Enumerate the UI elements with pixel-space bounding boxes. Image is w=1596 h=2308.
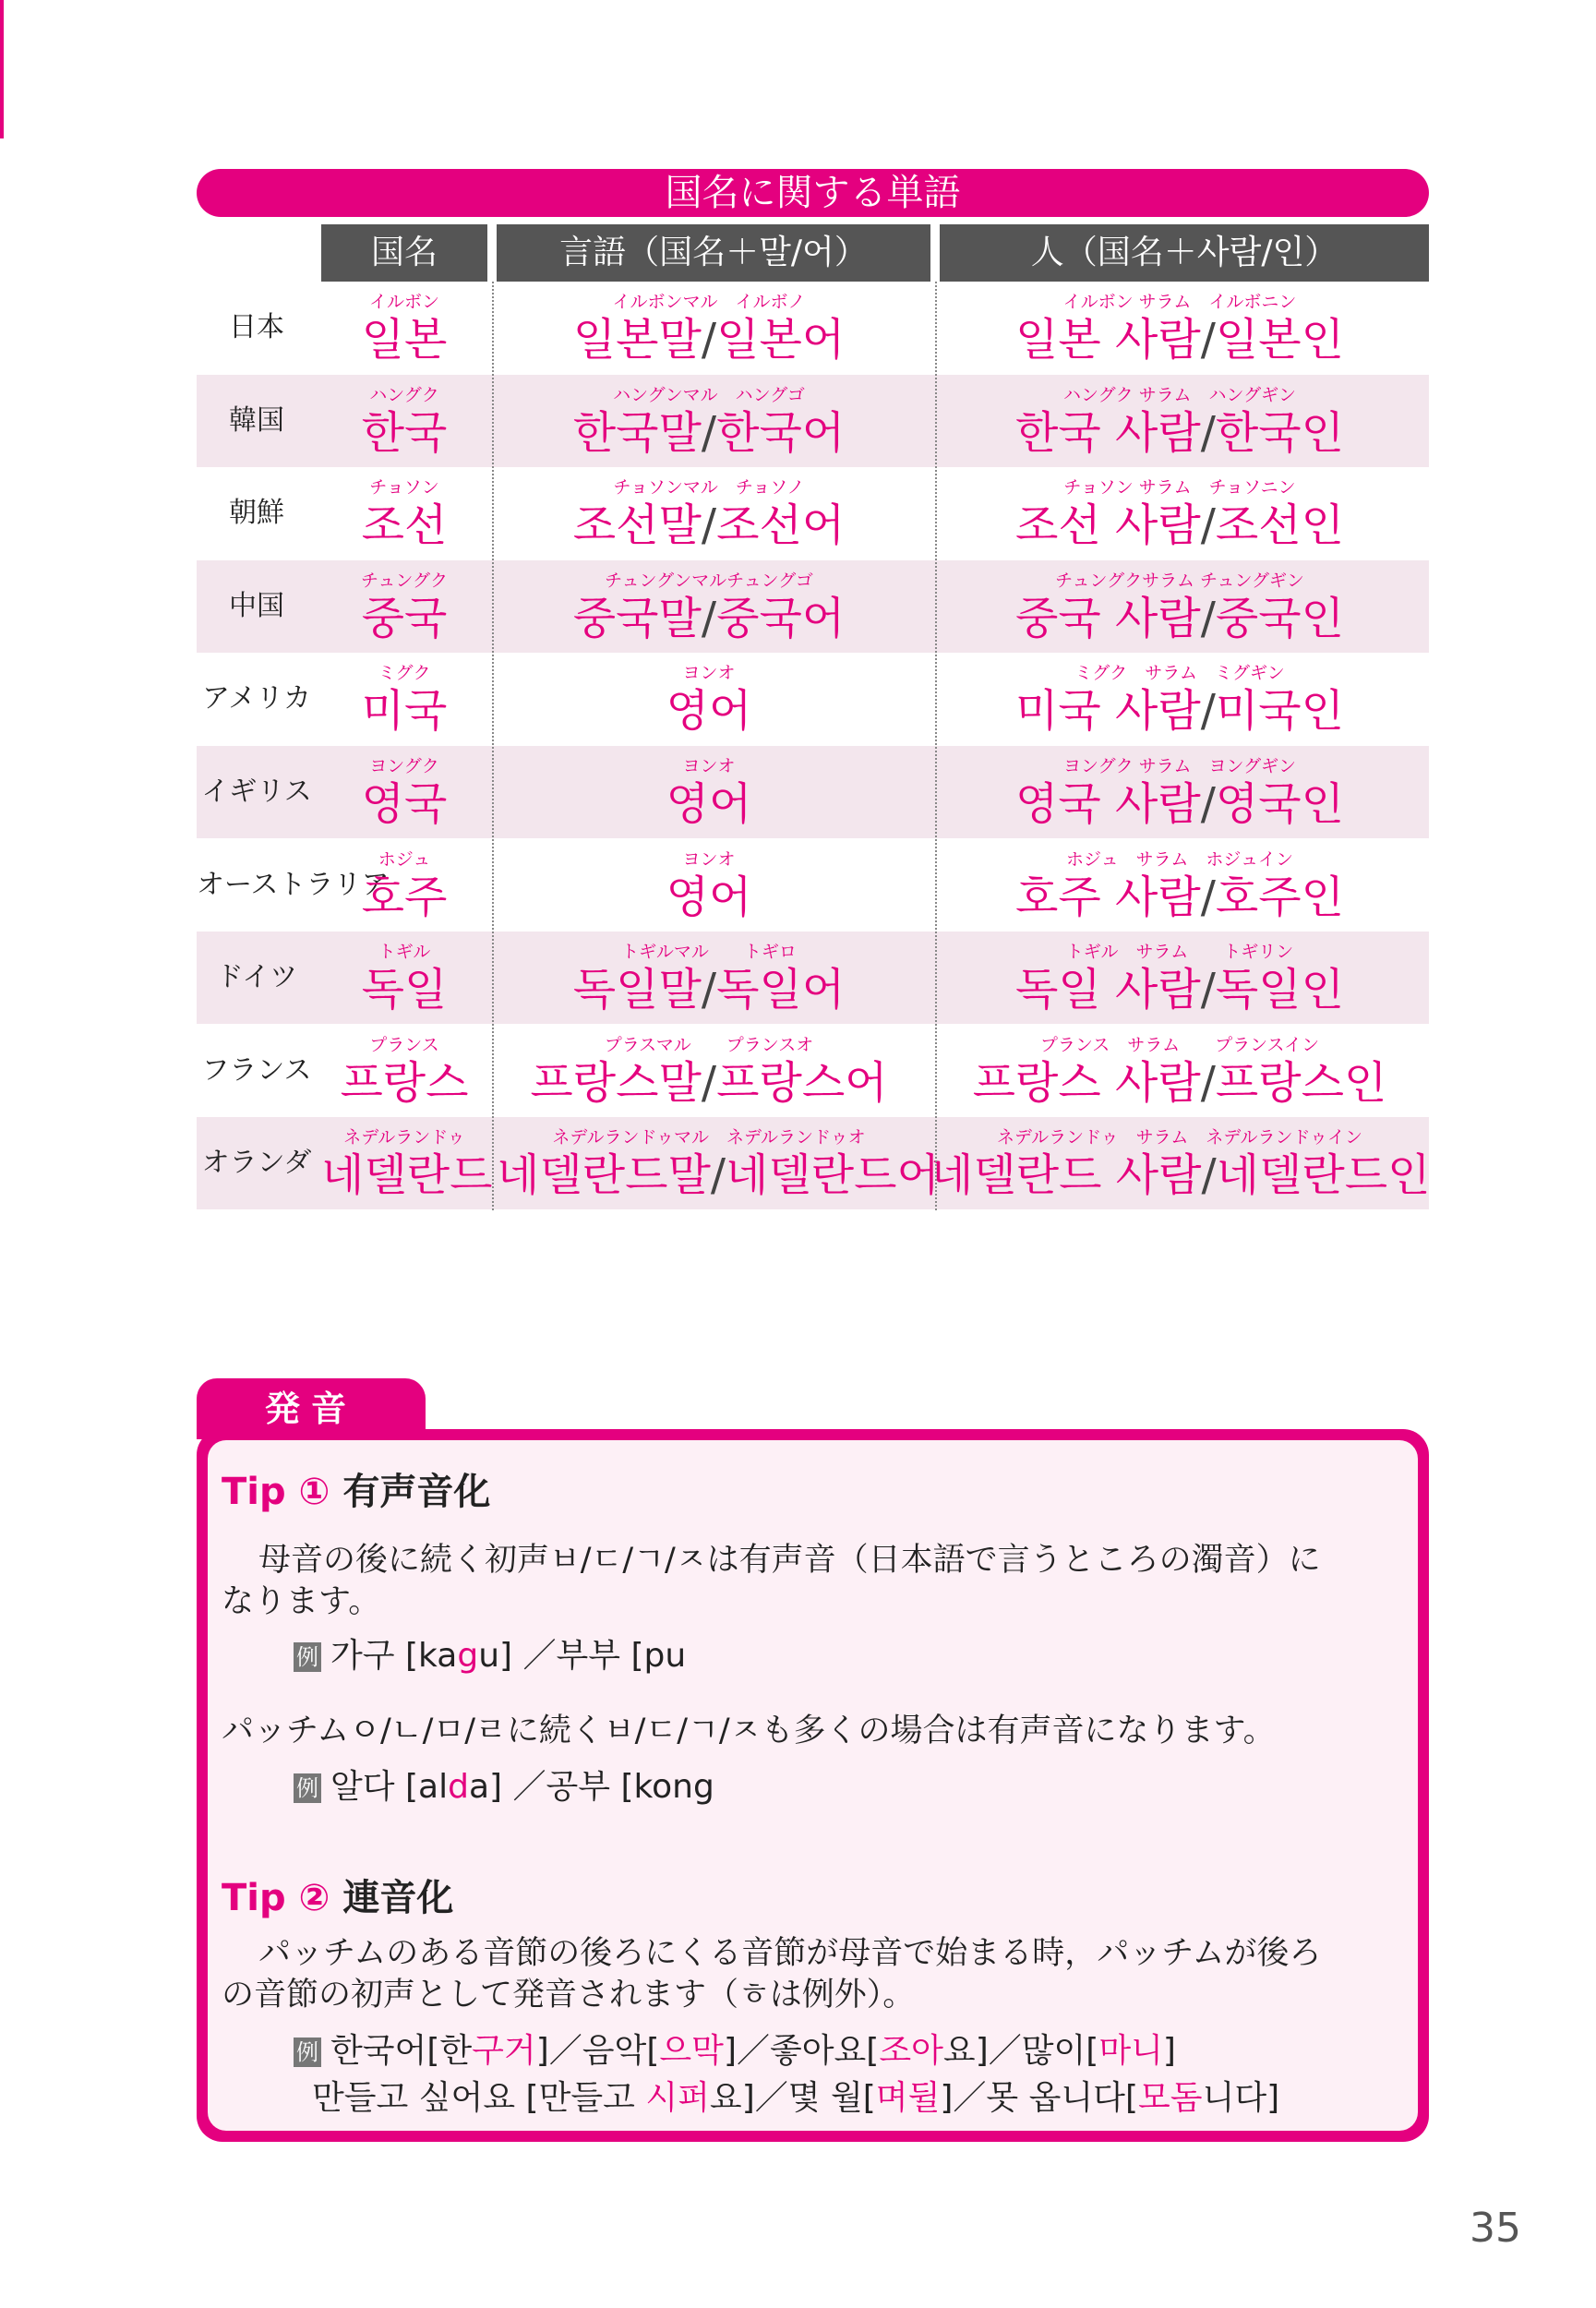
tip2-title: 連音化 [342,1877,454,1919]
country-korean: 독일 [361,964,448,1016]
language-cell [497,282,921,374]
person-korean: 조선 사람/조선인 [1014,499,1344,552]
person-ruby: イルボン サラム イルボニン [1062,292,1297,312]
language-ruby: チョソンマル チョソノ [613,477,805,499]
person-cell [930,282,1429,374]
person-cell [930,746,1429,838]
language-cell [497,653,921,745]
person-cell [930,467,1429,559]
person-korean: 한국 사람/한국인 [1014,406,1344,459]
tip1-text-line1: 母音の後に続く初声ㅂ/ㄷ/ㄱ/ㅈは有声音（日本語で言うところの濁音）に [226,1542,1321,1579]
person-ruby: ミグク サラム ミグギン [1074,663,1285,684]
example-2: 例 알다 [alda] ／공부 [kong [294,1761,714,1808]
language-cell [497,746,921,838]
example-4: 만들고 싶어요 [만들고 시퍼요]／몇 월[며뒬]／못 옵니다[모돔니다] [312,2079,1280,2117]
country-cell [321,653,487,745]
language-korean: 독일말/독일어 [572,964,846,1016]
table-row [197,839,1429,932]
country-name-jp: アメリカ [202,682,311,715]
person-korean: 호주 사람/호주인 [1014,871,1344,923]
country-name-jp: フランス [201,1053,312,1087]
country-name-jp: 中国 [229,589,284,622]
language-ruby: イルボンマル イルボノ [612,292,806,312]
country-name-jp: ドイツ [215,961,298,994]
language-cell [497,1117,940,1209]
language-korean: 한국말/한국어 [572,406,846,459]
person-ruby: トギル サラム トギリン [1065,942,1294,963]
language-cell [497,467,921,559]
example-icon: 例 [294,1642,321,1672]
country-korean: 호주 [361,871,448,923]
country-ruby: ハングク [369,384,439,405]
country-cell [321,1117,493,1209]
table-row [197,746,1429,838]
vocab-section-title: 国名に関する単語 [197,169,1429,217]
person-ruby: ホジュ サラム ホジュイン [1065,848,1294,870]
language-korean: 영어 [666,685,752,738]
person-korean: 일본 사람/일본인 [1014,314,1344,366]
language-ruby: ネデルランドゥマル ネデルランドゥオ [552,1127,866,1148]
country-cell [321,746,487,838]
country-korean: 조선 [361,499,448,552]
table-row [197,1117,1429,1209]
tip2-text-line2: の音節の初声として発音されます（ㅎは例外）。 [222,1977,916,2013]
language-korean: 영어 [666,871,752,923]
country-name-jp: 韓国 [229,403,284,437]
country-korean: 네델란드 [321,1149,493,1202]
table-row [197,932,1429,1024]
person-korean: 영국 사람/영국인 [1014,778,1344,830]
country-name-jp: 日本 [229,311,284,343]
country-name-jp: 朝鮮 [229,497,284,530]
example-icon: 例 [294,1773,321,1803]
country-korean: 중국 [361,592,448,644]
tip1-label: Tip ① [222,1471,330,1513]
person-ruby: ネデルランドゥ サラム ネデルランドゥイン [997,1127,1362,1148]
country-cell [321,1025,487,1117]
language-korean: 프랑스말/프랑스어 [530,1056,888,1109]
country-ruby: チョソン [369,477,439,499]
page-edge-mark [0,0,4,138]
example-icon: 例 [294,2038,321,2067]
country-korean: 미국 [361,685,448,738]
person-cell [930,560,1429,653]
table-row [197,375,1429,467]
column-divider [492,282,494,1210]
pronunciation-tab: 発音 [197,1378,426,1439]
country-ruby: イルボン [368,292,439,312]
person-korean: 미국 사람/미국인 [1014,685,1344,738]
country-korean: 영국 [361,778,448,830]
person-ruby: ヨングク サラム ヨングギン [1063,756,1296,776]
table-row [197,560,1429,653]
country-ruby: ヨングク [369,756,439,776]
example-1: 例 가구 [kagu] ／부부 [pu [294,1629,686,1677]
country-cell [321,932,487,1024]
header-country: 国名 [321,224,487,282]
country-ruby: プランス [369,1034,439,1055]
person-ruby: プランス サラム プランスイン [1039,1034,1320,1055]
page-number: 35 [1470,2205,1521,2252]
header-language: 言語（国名＋말/어） [497,224,930,282]
language-cell [497,375,921,467]
person-cell [930,1117,1429,1209]
person-ruby: ハングク サラム ハングギン [1063,384,1296,405]
country-cell [321,282,487,374]
tip1-title: 有声音化 [342,1471,491,1513]
language-korean: 네델란드말/네델란드어 [497,1149,940,1202]
table-row [197,467,1429,559]
tip1-heading [222,1462,490,1515]
language-cell [497,560,921,653]
language-ruby: ヨンオ [682,756,736,776]
person-korean: 네델란드 사람/네델란드인 [930,1149,1431,1202]
country-ruby: ネデルランドゥ [343,1127,465,1148]
country-ruby: トギル [378,942,431,963]
tip2-text-line1: パッチムのある音節の後ろにくる音節が母音で始まる時，パッチムが後ろ [226,1935,1322,1972]
tip1-text-line3: パッチムㅇ/ㄴ/ㅁ/ㄹに続くㅂ/ㄷ/ㄱ/ㅈも多くの場合は有声音になります。 [222,1713,1276,1749]
column-divider [935,282,937,1210]
language-ruby: ハングンマル ハングゴ [613,384,805,405]
country-cell [321,467,487,559]
person-korean: 프랑스 사람/프랑스인 [972,1056,1387,1109]
language-cell [497,839,921,932]
table-row [197,653,1429,745]
example-3: 例 한국어[한구거]／음악[으막]／좋아요[조아요]／많이[마니] [294,2025,1176,2072]
country-korean: 일본 [361,314,448,366]
person-cell [930,653,1429,745]
person-korean: 중국 사람/중국인 [1014,592,1344,644]
tip2-label: Tip ② [222,1877,330,1919]
language-cell [497,1025,921,1117]
tip2-heading [222,1869,453,1921]
person-ruby: チョソン サラム チョソニン [1063,477,1296,499]
language-korean: 중국말/중국어 [572,592,846,644]
country-korean: 프랑스 [340,1056,469,1109]
country-cell [321,839,487,932]
language-korean: 일본말/일본어 [572,314,846,366]
language-ruby: チュングンマルチュングゴ [605,570,813,591]
language-ruby: トギルマル トギロ [621,942,797,963]
person-cell [930,1025,1429,1117]
country-ruby: チュングク [360,570,449,591]
table-row [197,282,1429,374]
country-name-jp: イギリス [201,775,312,808]
language-ruby: ヨンオ [682,663,736,684]
country-korean: 한국 [361,406,448,459]
country-cell [321,375,487,467]
tip1-text-line2: なります。 [222,1583,381,1620]
language-cell [497,932,921,1024]
country-ruby: ミグク [378,663,431,684]
country-name-jp: オランダ [201,1147,312,1180]
language-korean: 조선말/조선어 [572,499,846,552]
person-cell [930,932,1429,1024]
language-ruby: ヨンオ [682,848,736,870]
table-row [197,1025,1429,1117]
header-person: 人（国名＋사람/인） [940,224,1429,282]
person-cell [930,375,1429,467]
language-korean: 영어 [666,778,752,830]
person-cell [930,839,1429,932]
country-name-jp: オーストラリア [197,868,390,901]
country-ruby: ホジュ [378,848,431,870]
person-korean: 독일 사람/독일인 [1014,964,1344,1016]
language-ruby: プラスマル プランスオ [604,1034,814,1055]
country-cell [321,560,487,653]
person-ruby: チュングクサラム チュングギン [1055,570,1304,591]
